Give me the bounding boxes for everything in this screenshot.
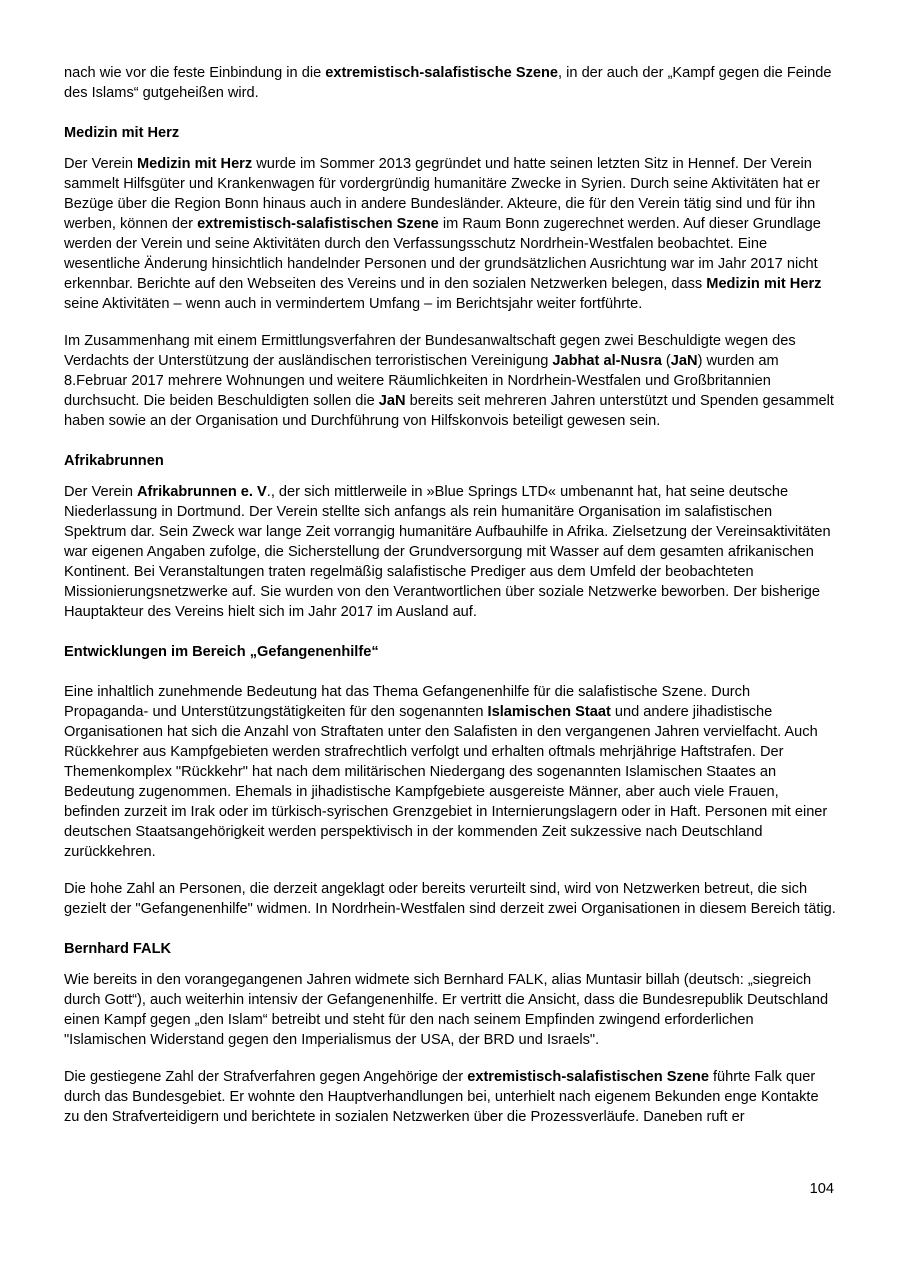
paragraph-falk-2: Die gestiegene Zahl der Strafverfahren gegen Angehörige der extremistisch-salafistischen Szene führte Falk quer durch das Bundesgebiet. Er wohnte den Hauptverhandlungen bei, unterhielt nach eigenem Bekunden enge Kontakte zu den Strafverteidigern und berichtete in sozialen Netzwerken über die Prozessverläufe. Daneben ruft er (64, 1069, 819, 1125)
paragraph-medizin-2: Im Zusammenhang mit einem Ermittlungsverfahren der Bundesanwaltschaft gegen zwei Beschuldigte wegen des Verdachts der Unterstützung der ausländischen terroristischen Vereinigung Jabhat al-Nusra (JaN) wurden am 8.Februar 2017 mehrere Wohnungen und weitere Räumlichkeiten in Nordrhein-Westfalen und Großbritannien durchsucht. Die beiden Beschuldigten sollen die JaN bereits seit mehreren Jahren unterstützt und Spenden gesammelt haben sowie an der Organisation und Durchführung von Hilfskonvois beteiligt gewesen sein. (64, 333, 834, 429)
paragraph-gefangenenhilfe-1: Eine inhaltlich zunehmende Bedeutung hat das Thema Gefangenenhilfe für die salafistische Szene. Durch Propaganda- und Unterstützungstätigkeiten für den sogenannten Islamischen Staat und andere jihadistische Organisationen hat sich die Anzahl von Straftaten unter den Salafisten in den vergangenen Jahren vervielfacht. Auch Rückkehrer aus Kampfgebieten werden strafrechtlich verfolgt und erhalten oftmals mehrjährige Haftstrafen. Der Themenkomplex "Rückkehr" hat nach dem militärischen Niedergang des sogenannten Islamischen Staates an Bedeutung zugenommen. Ehemals in jihadistische Kampfgebiete ausgereiste Männer, aber auch viele Frauen, befinden zurzeit im Irak oder im türkisch-syrischen Grenzgebiet in Internierungslagern oder in Haft. Personen mit einer deutschen Staatsangehörigkeit werden perspektivisch in der kommenden Zeit sukzessive nach Deutschland zurückkehren. (64, 684, 828, 860)
paragraph-intro: nach wie vor die feste Einbindung in die extremistisch-salafistische Szene, in der auch der „Kampf gegen die Feinde des Islams“ gutgeheißen wird. (64, 65, 832, 101)
bold-term: JaN (670, 353, 698, 369)
bold-term: JaN (378, 393, 406, 409)
paragraph-afrikabrunnen: Der Verein Afrikabrunnen e. V., der sich mittlerweile in »Blue Springs LTD« umbenannt hat, hat seine deutsche Niederlassung in Dortmund. Der Verein stellte sich anfangs als rein humanitäre Organisation im salafistischen Spektrum dar. Sein Zweck war lange Zeit vorrangig humanitäre Aufbauhilfe in Afrika. Zielsetzung der Vereinsaktivitäten war eigenen Angaben zufolge, die Sicherstellung der Grundversorgung mit Wasser auf dem gesamten afrikanischen Kontinent. Bei Veranstaltungen traten regelmäßig salafistische Prediger aus dem Umfeld der beobachteten Missionierungsnetzwerke auf. Sie wurden von den Verantwortlichen über soziale Netzwerke beworben. Der bisherige Hauptakteur des Vereins hielt sich im Jahr 2017 im Ausland auf. (64, 484, 831, 620)
bold-term: Jabhat al-Nusra (552, 353, 662, 369)
bold-term: Islamischen Staat (487, 704, 611, 720)
heading-afrikabrunnen: Afrikabrunnen (64, 453, 164, 469)
paragraph-falk-1: Wie bereits in den vorangegangenen Jahren widmete sich Bernhard FALK, alias Muntasir billah (deutsch: „siegreich durch Gott“), auch weiterhin intensiv der Gefangenenhilfe. Er vertritt die Ansicht, dass die Bundesrepublik Deutschland einen Kampf gegen „den Islam“ betreibt und steht für den nach seinem Empfinden zwingend erforderlichen "Islamischen Widerstand gegen den Imperialismus der USA, der BRD und Israels". (64, 972, 829, 1048)
paragraph-medizin-1: Der Verein Medizin mit Herz wurde im Sommer 2013 gegründet und hatte seinen letzten Sitz in Hennef. Der Verein sammelt Hilfsgüter und Krankenwagen für vordergründig humanitäre Zwecke in Syrien. Durch seine Aktivitäten hat er Bezüge über die Region Bonn hinaus auch in andere Bundesländer. Akteure, die für den Verein tätig sind und für ihn werben, können der extremistisch-salafistischen Szene im Raum Bonn zugerechnet werden. Auf dieser Grundlage werden der Verein und seine Aktivitäten durch den Verfassungsschutz Nordrhein-Westfalen beobachtet. Eine wesentliche Änderung hinsichtlich handelnder Personen und der grundsätzlichen Ausrichtung war im Jahr 2017 nicht erkennbar. Berichte auf den Webseiten des Vereins und in den sozialen Netzwerken belegen, dass Medizin mit Herz seine Aktivitäten – wenn auch in vermindertem Umfang – im Berichtsjahr weiter fortführte. (64, 156, 822, 312)
paragraph-gefangenenhilfe-2: Die hohe Zahl an Personen, die derzeit angeklagt oder bereits verurteilt sind, wird von Netzwerken betreut, die sich gezielt der "Gefangenenhilfe" widmen. In Nordrhein-Westfalen sind derzeit zwei Organisationen in diesem Bereich tätig. (64, 881, 836, 917)
bold-term: extremistisch-salafistischen Szene (467, 1069, 709, 1085)
bold-term: Medizin mit Herz (137, 156, 253, 172)
bold-term: Medizin mit Herz (706, 276, 822, 292)
bold-term: Afrikabrunnen e. V (137, 484, 267, 500)
bold-term: extremistisch-salafistischen Szene (197, 216, 439, 232)
heading-bernhard-falk: Bernhard FALK (64, 941, 172, 957)
bold-term: extremistisch-salafistische Szene (325, 65, 559, 81)
document-body (64, 63, 838, 1127)
heading-medizin-mit-herz: Medizin mit Herz (64, 125, 180, 141)
page-number: 104 (809, 1181, 834, 1197)
heading-gefangenenhilfe: Entwicklungen im Bereich „Gefangenenhilfe“ (64, 644, 379, 660)
